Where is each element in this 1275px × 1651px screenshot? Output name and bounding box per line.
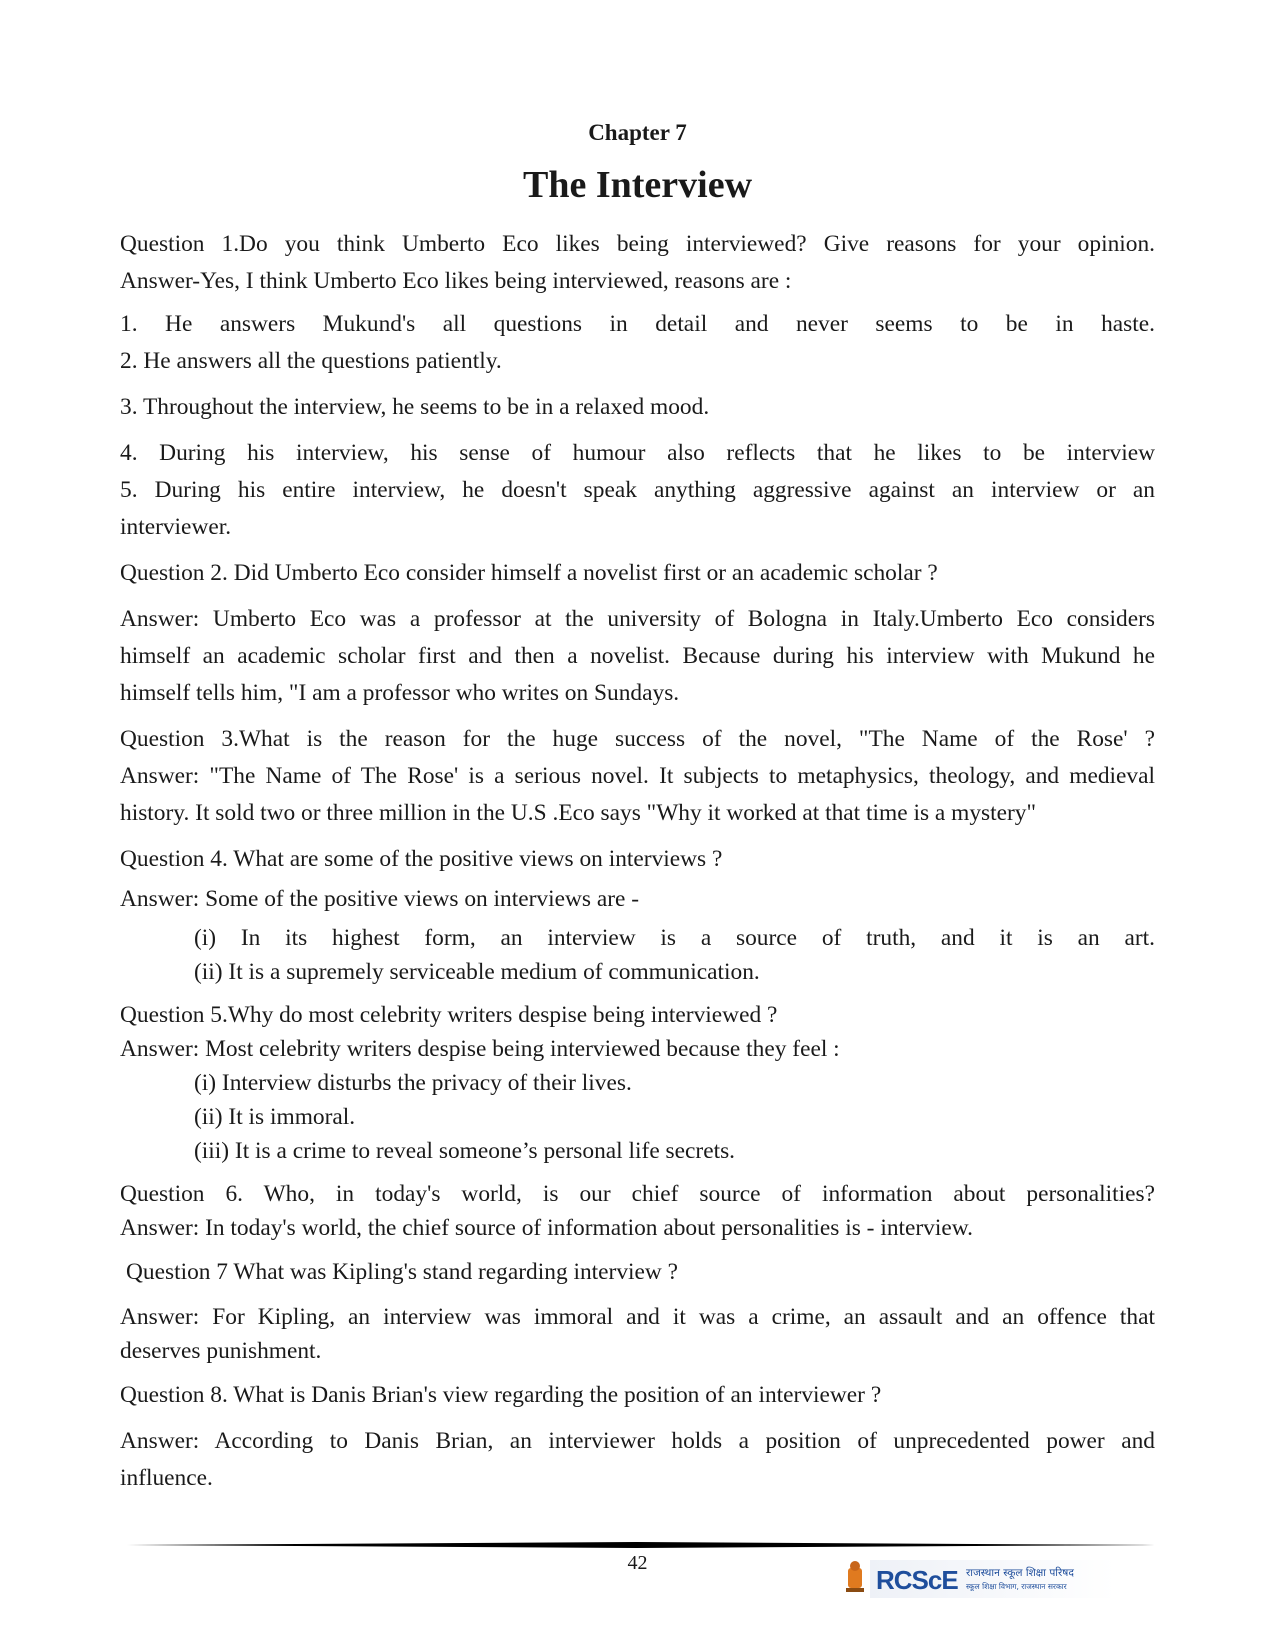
answer-5-intro: Answer: Most celebrity writers despise being interviewed because they feel : (120, 1036, 840, 1062)
chapter-label: Chapter 7 (588, 120, 687, 145)
question-6: Question 6. Who, in today's world, is our chief source of information about personalities? (120, 1181, 1155, 1207)
emblem-icon (846, 1561, 864, 1592)
answer-3-line-2: history. It sold two or three million in the U.S .Eco says "Why it worked at that time is a mystery" (120, 800, 1037, 826)
answer-7-line-1: Answer: For Kipling, an interview was immoral and it was a crime, an assault and an offence that (120, 1304, 1155, 1330)
question-3: Question 3.What is the reason for the huge success of the novel, "The Name of the Rose' ? (120, 726, 1155, 752)
answer-2-line-3: himself tells him, "I am a professor who writes on Sundays. (120, 680, 680, 706)
answer-8-line-1: Answer: According to Danis Brian, an interviewer holds a position of unprecedented power and (120, 1428, 1155, 1454)
document-body (120, 226, 1155, 1506)
answer-8-line-2: influence. (120, 1465, 213, 1491)
question-8: Question 8. What is Danis Brian's view regarding the position of an interviewer ? (120, 1382, 882, 1408)
answer-5-item-1: (i) Interview disturbs the privacy of their lives. (194, 1070, 632, 1096)
answer-5-item-3: (iii) It is a crime to reveal someone’s personal life secrets. (194, 1138, 736, 1164)
answer-7-line-2: deserves punishment. (120, 1338, 322, 1364)
answer-3-line-1: Answer: "The Name of The Rose' is a serious novel. It subjects to metaphysics, theology, and medieval (120, 763, 1155, 789)
question-4: Question 4. What are some of the positive views on interviews ? (120, 846, 723, 872)
footer-divider (120, 1542, 1155, 1548)
answer-1-point-5: 5. During his entire interview, he doesn't speak anything aggressive against an interview or an (120, 477, 1155, 503)
answer-1-point-2: 2. He answers all the questions patiently. (120, 348, 502, 374)
answer-1-point-5-cont: interviewer. (120, 514, 232, 540)
svg-text:राजस्थान स्कूल शिक्षा परिषद: राजस्थान स्कूल शिक्षा परिषद (966, 1567, 1074, 1579)
answer-1-point-3: 3. Throughout the interview, he seems to be in a relaxed mood. (120, 394, 710, 420)
answer-4-item-2: (ii) It is a supremely serviceable medium of communication. (194, 959, 760, 985)
answer-2-line-2: himself an academic scholar first and then a novelist. Because during his interview with Mukund he (120, 643, 1155, 669)
svg-text:RCScE: RCScE (876, 1565, 958, 1595)
page-title: The Interview (522, 164, 753, 206)
answer-4-item-1: (i) In its highest form, an interview is a source of truth, and it is an art. (194, 925, 1155, 951)
answer-2-line-1: Answer: Umberto Eco was a professor at the university of Bologna in Italy.Umberto Eco considers (120, 606, 1155, 632)
answer-5-item-2: (ii) It is immoral. (194, 1104, 356, 1130)
answer-6: Answer: In today's world, the chief source of information about personalities is - interview. (120, 1215, 973, 1241)
answer-1-point-1: 1. He answers Mukund's all questions in detail and never seems to be in haste. (120, 311, 1155, 337)
rcsce-logo (842, 1558, 1120, 1602)
answer-1-point-4: 4. During his interview, his sense of humour also reflects that he likes to be interview (120, 440, 1155, 466)
question-5: Question 5.Why do most celebrity writers despise being interviewed ? (120, 1002, 778, 1028)
question-7: Question 7 What was Kipling's stand regarding interview ? (126, 1259, 679, 1285)
page-number: 42 (627, 1552, 648, 1574)
question-2: Question 2. Did Umberto Eco consider himself a novelist first or an academic scholar ? (120, 560, 938, 586)
answer-4-intro: Answer: Some of the positive views on interviews are - (120, 886, 640, 912)
question-1: Question 1.Do you think Umberto Eco likes being interviewed? Give reasons for your opinion. (120, 231, 1155, 257)
svg-text:स्कूल शिक्षा विभाग, राजस्थान स: स्कूल शिक्षा विभाग, राजस्थान सरकार (966, 1582, 1067, 1591)
answer-1-intro: Answer-Yes, I think Umberto Eco likes being interviewed, reasons are : (120, 268, 792, 294)
